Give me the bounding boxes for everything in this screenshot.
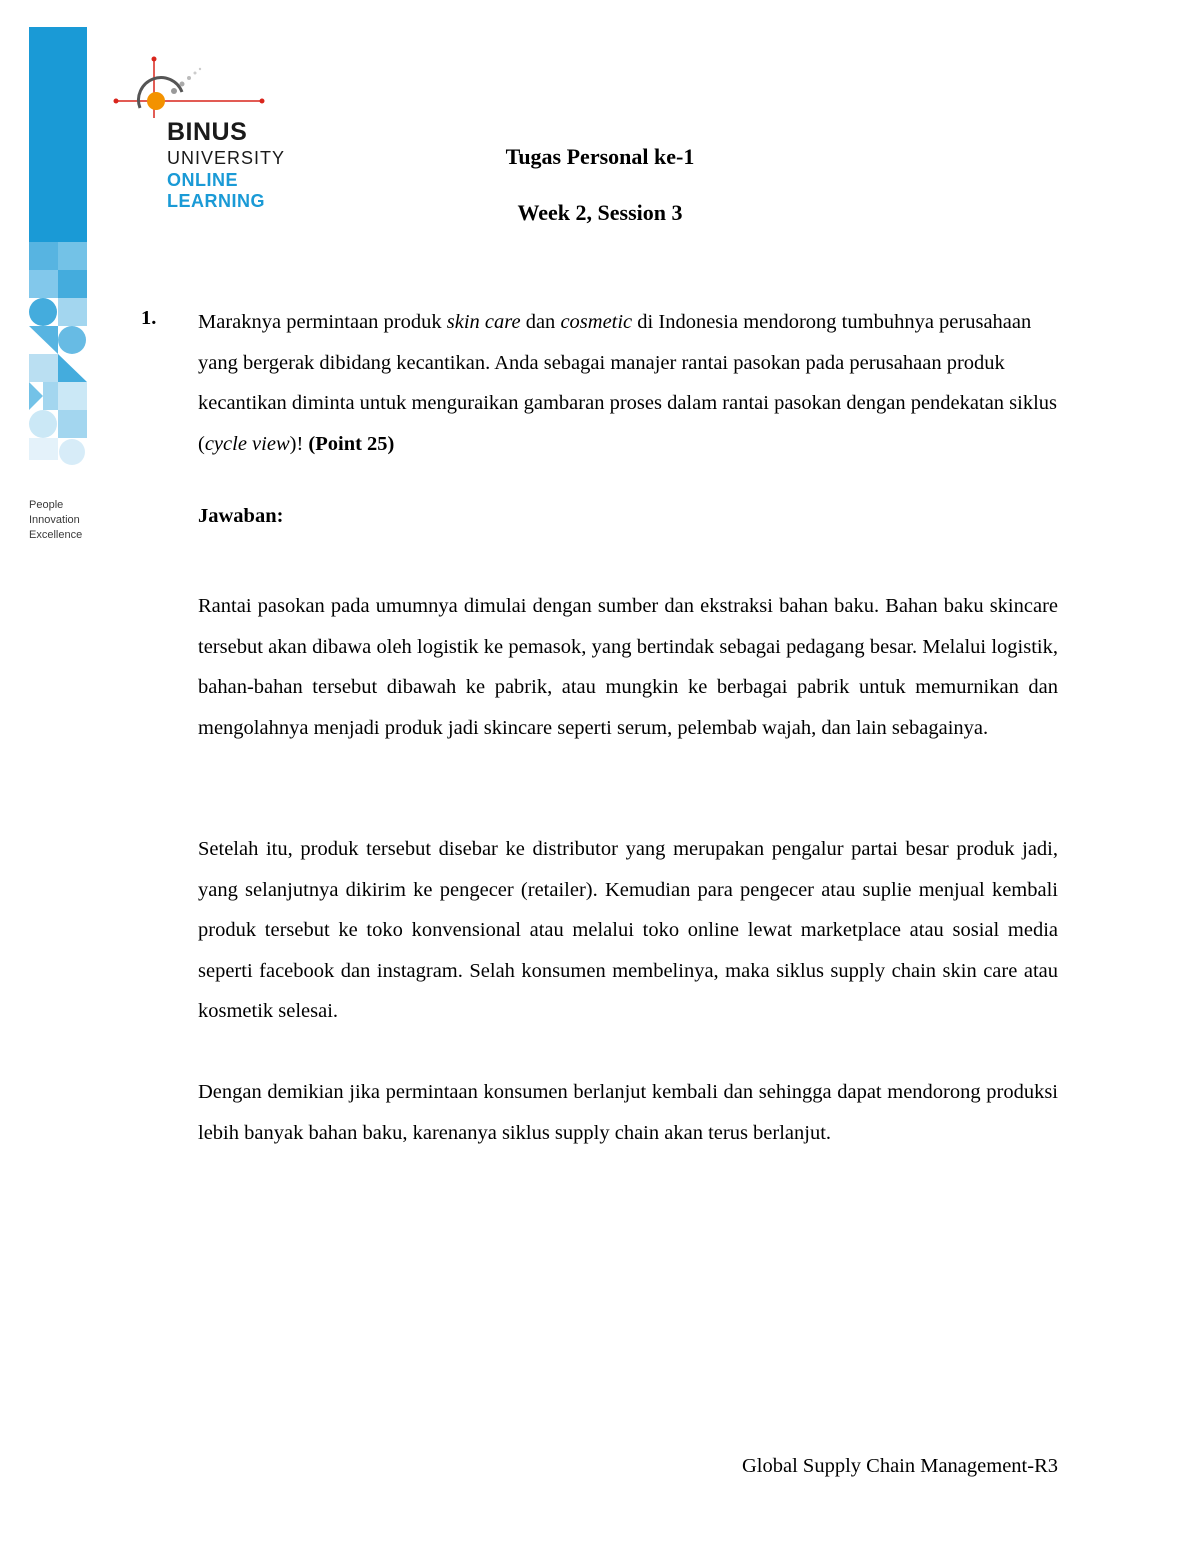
tagline-line: People [29, 499, 64, 511]
question-segment: dan [520, 311, 561, 333]
answer-paragraph: Rantai pasokan pada umumnya dimulai dengan sumber dan ekstraksi bahan baku. Bahan baku skincare tersebut akan dibawa oleh logistik ke pemasok, yang bertindak sebagai pedagang besar. Melalui logistik, bahan-bahan tersebut dibawah ke pabrik, atau mungkin ke berbagai pabrik untuk memurnikan dan mengolahnya menjadi produk jadi skincare seperti serum, pelembab wajah, dan lain sebagainya. [198, 595, 1058, 739]
answer-paragraph: Setelah itu, produk tersebut disebar ke distributor yang merupakan pengalur partai besar produk jadi, yang selanjutnya dikirim ke pengecer (retailer). Kemudian para pengecer atau suplie menjual kembali produk tersebut ke toko konvensional atau melalui toko online lewat marketplace atau sosial media seperti facebook dan instagram. Selah konsumen membelinya, maka siklus supply chain skin care atau kosmetik selesai. [198, 838, 1058, 1022]
question-segment: skin care [446, 311, 521, 333]
brand-tagline [29, 498, 109, 543]
tagline-line: Excellence [29, 529, 83, 541]
question-segment: di Indonesia mendorong tumbuhnya perusahaan yang bergerak dibidang kecantikan. Anda sebagai manajer rantai pasokan pada perusahaan produk kecantikan diminta untuk menguraikan gambaran proses dalam rantai pasokan dengan pendekatan siklus ( [198, 311, 1058, 455]
side-decorative-stripe [29, 27, 87, 477]
question-text [198, 302, 1058, 464]
document-subtitle: Week 2, Session 3 [517, 200, 683, 225]
question-segment: Maraknya permintaan produk [198, 311, 447, 333]
tagline-line: Innovation [29, 514, 80, 526]
logo-wordmark-university: UNIVERSITY [167, 148, 286, 168]
document-title: Tugas Personal ke-1 [505, 144, 695, 169]
question-number: 1. [141, 307, 157, 329]
question-segment: )! [289, 432, 309, 455]
logo-wordmark-binus: BINUS [167, 118, 248, 146]
logo-wordmark-online: ONLINE [167, 170, 239, 190]
answer-paragraph: Dengan demikian jika permintaan konsumen berlanjut kembali dan sehingga dapat mendorong produksi lebih banyak bahan baku, karenanya siklus supply chain akan terus berlanjut. [198, 1081, 1058, 1144]
answer-label: Jawaban: [198, 505, 284, 527]
logo-wordmark-learning: LEARNING [167, 191, 265, 211]
binus-online-learning-logo [112, 56, 292, 218]
question-segment: cycle view [204, 432, 290, 455]
page-footer: Global Supply Chain Management-R3 [742, 1455, 1058, 1477]
question-points: (Point 25) [308, 432, 395, 455]
question-segment: cosmetic [560, 311, 633, 333]
logo-mark-icon [112, 56, 292, 118]
